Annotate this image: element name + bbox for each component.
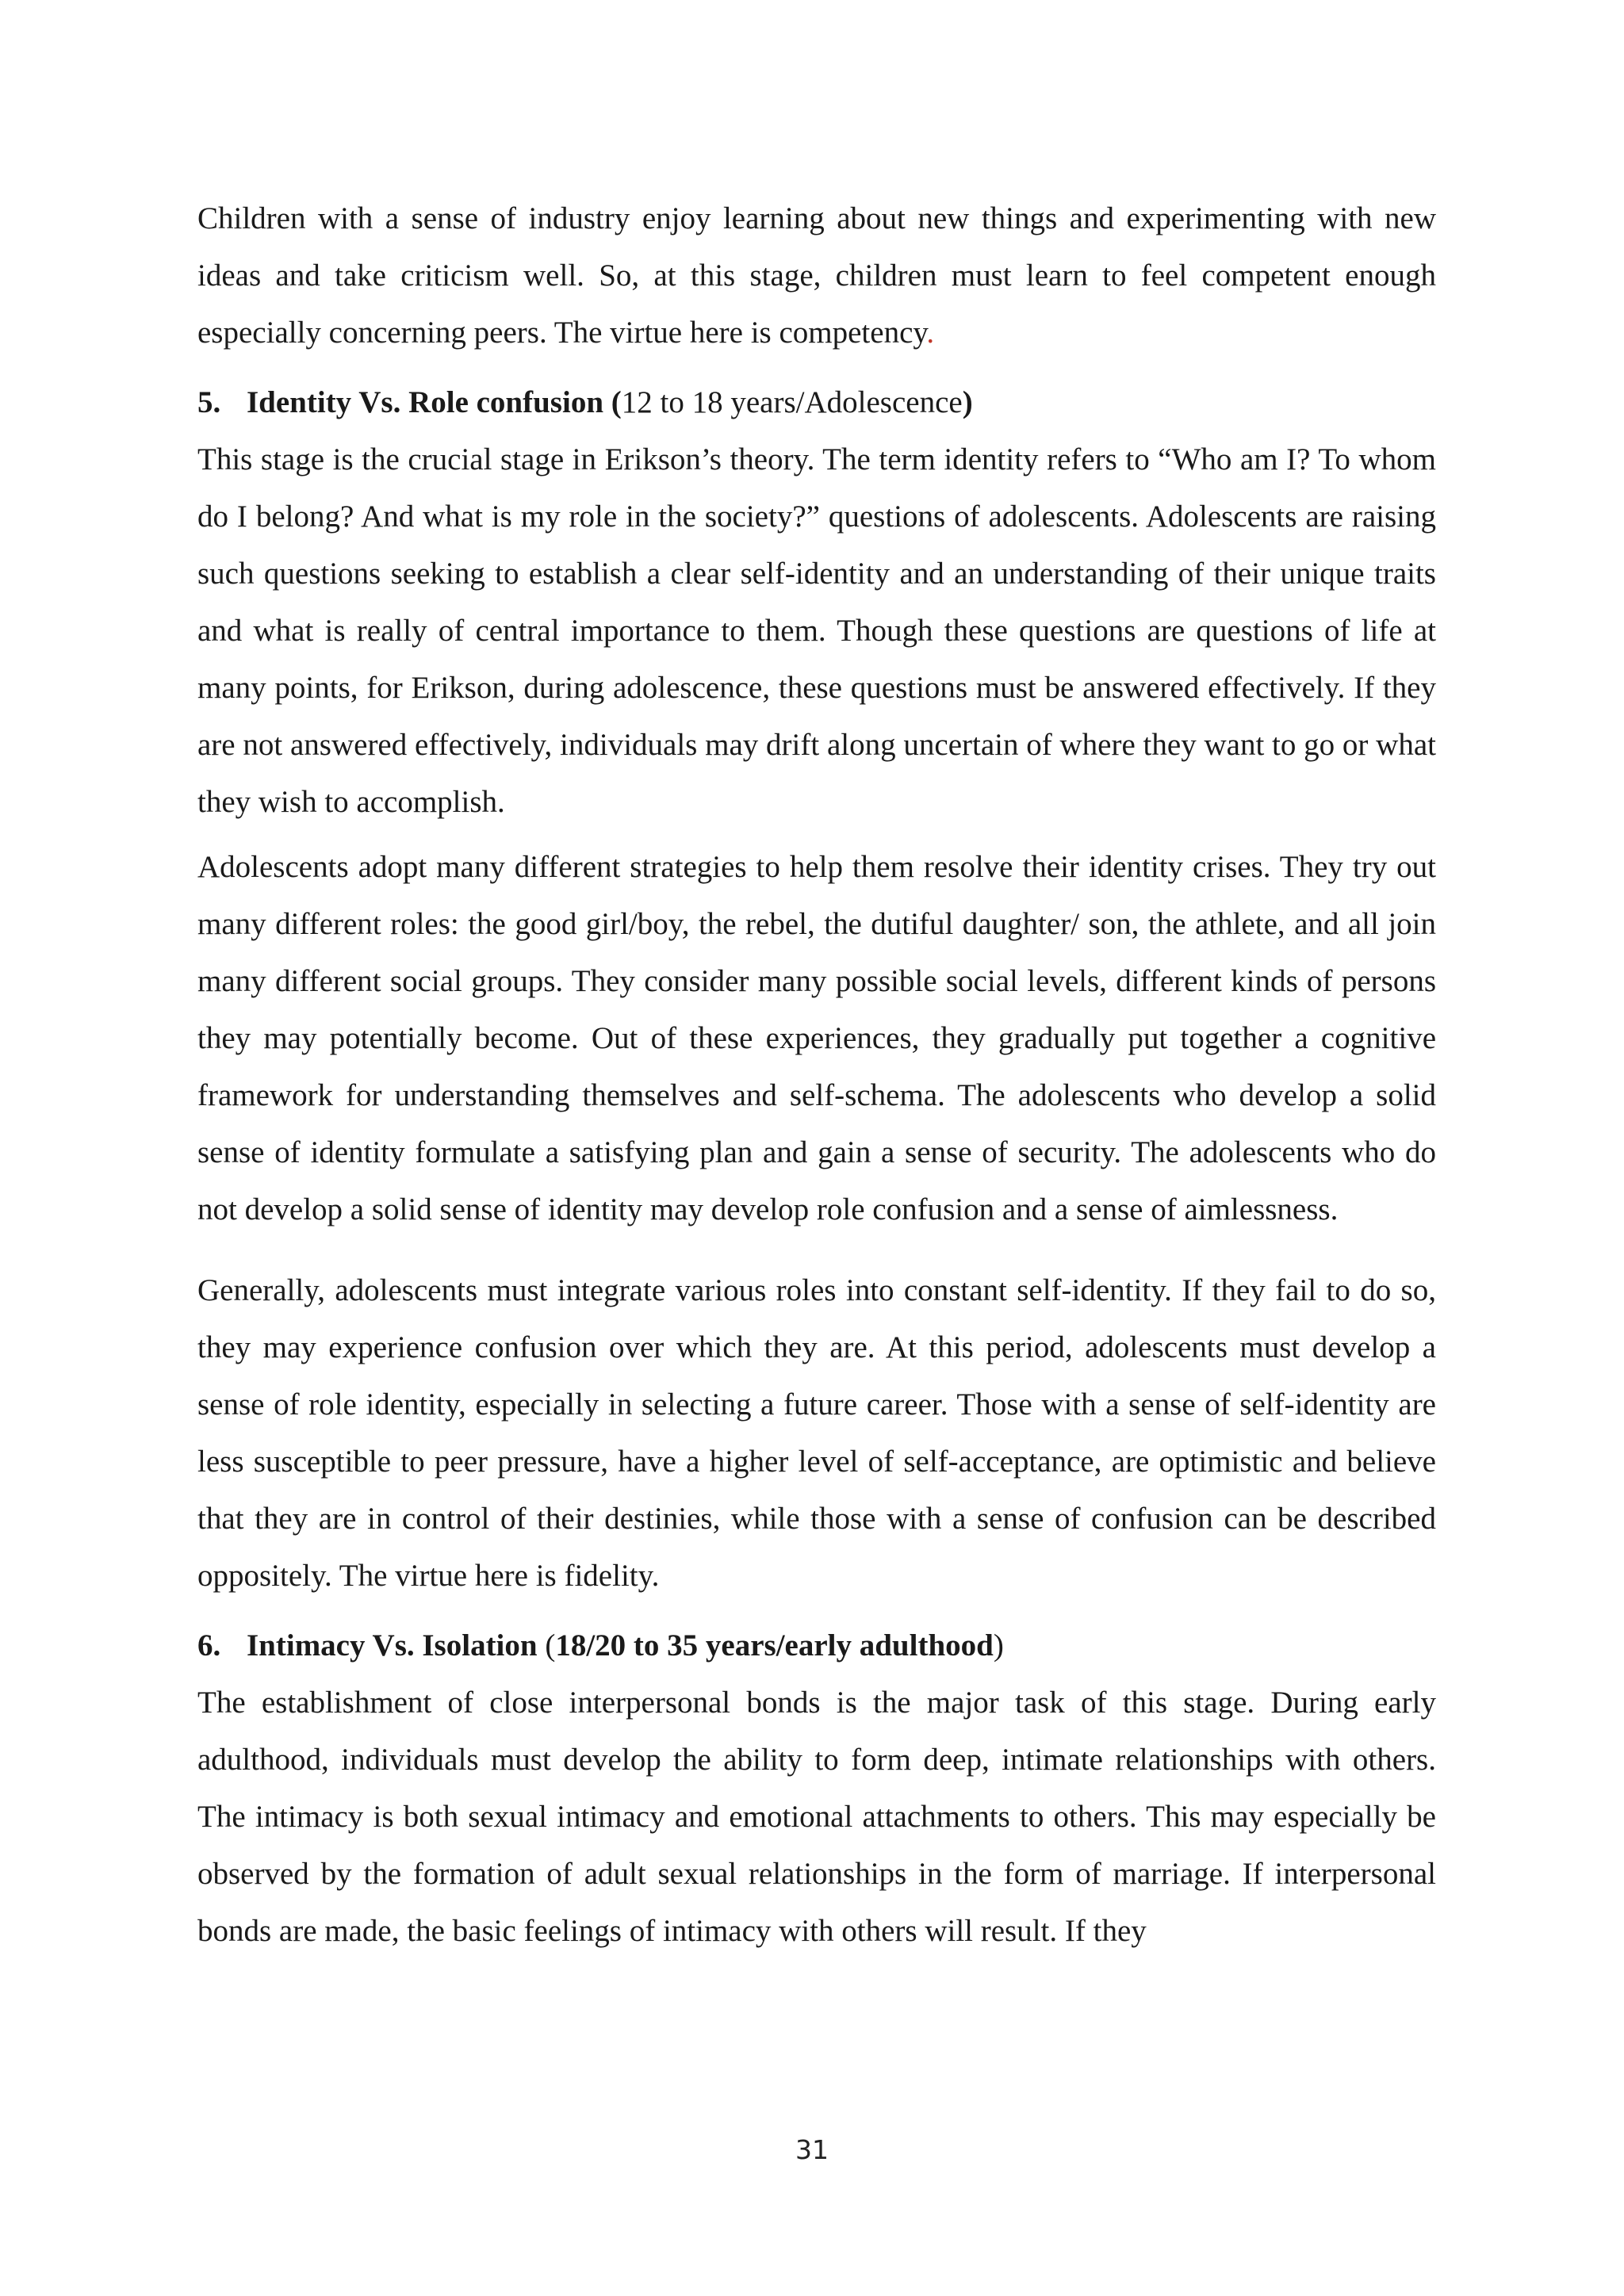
paragraph-industry-text: Children with a sense of industry enjoy learning about new things and experimenting with new ideas and take criticism well. So, at this stage, children must learn to feel competent enough especially concerning peers. The virtue here is competency	[197, 201, 1436, 350]
paragraph-identity-3: Generally, adolescents must integrate various roles into constant self-identity. If they fail to do so, they may experience confusion over which they are. At this period, adolescents must develop a sense of role identity, especially in selecting a future career. Those with a sense of self-identity are less susceptible to peer pressure, have a higher level of self-acceptance, are optimistic and believe that they are in control of their destinies, while those with a sense of confusion can be described oppositely. The virtue here is fidelity.	[197, 1273, 1436, 1593]
heading-identity-close-paren: )	[962, 385, 973, 419]
heading-intimacy	[197, 1617, 1436, 1674]
paragraph-identity-2: Adolescents adopt many different strategies to help them resolve their identity crises. They try out many different roles: the good girl/boy, the rebel, the dutiful daughter/ son, the athlete, and all join many different social groups. They consider many possible social levels, different kinds of persons they may potentially become. Out of these experiences, they gradually put together a cognitive framework for understanding themselves and self-schema. The adolescents who develop a solid sense of identity formulate a satisfying plan and gain a sense of security. The adolescents who do not develop a solid sense of identity may develop role confusion and a sense of aimlessness.	[197, 850, 1436, 1226]
heading-identity-title: Identity Vs. Role confusion	[247, 385, 611, 419]
paragraph-identity-1: This stage is the crucial stage in Erikson’s theory. The term identity refers to “Who am I? To whom do I belong? And what is my role in the society?” questions of adolescents. Adolescents are raising such questions seeking to establish a clear self-identity and an understanding of their unique traits and what is really of central importance to them. Though these questions are questions of life at many points, for Erikson, during adolescence, these questions must be answered effectively. If they are not answered effectively, individuals may drift along uncertain of where they want to go or what they wish to accomplish.	[197, 442, 1436, 819]
heading-identity	[197, 374, 1436, 431]
document-body	[197, 190, 1436, 1960]
paragraph-intimacy-1: The establishment of close interpersonal bonds is the major task of this stage. During early adulthood, individuals must develop the ability to form deep, intimate relationships with others. The intimacy is both sexual intimacy and emotional attachments to others. This may especially be observed by the formation of adult sexual relationships in the form of marriage. If interpersonal bonds are made, the basic feelings of intimacy with others will result. If they	[197, 1686, 1436, 1948]
heading-identity-number: 5.	[197, 385, 221, 419]
heading-intimacy-number: 6.	[197, 1628, 221, 1663]
heading-identity-range: 12 to 18 years/Adolescence	[621, 385, 963, 419]
red-period: .	[926, 316, 935, 350]
heading-identity-open-paren: (	[611, 385, 622, 419]
heading-intimacy-range: 18/20 to 35 years/early adulthood	[555, 1628, 994, 1663]
heading-intimacy-open-paren: (	[545, 1628, 556, 1663]
heading-intimacy-close-paren: )	[993, 1628, 1004, 1663]
paragraph-industry	[197, 190, 1436, 362]
page-number: 31	[795, 2134, 829, 2165]
heading-intimacy-title: Intimacy Vs. Isolation	[247, 1628, 546, 1663]
